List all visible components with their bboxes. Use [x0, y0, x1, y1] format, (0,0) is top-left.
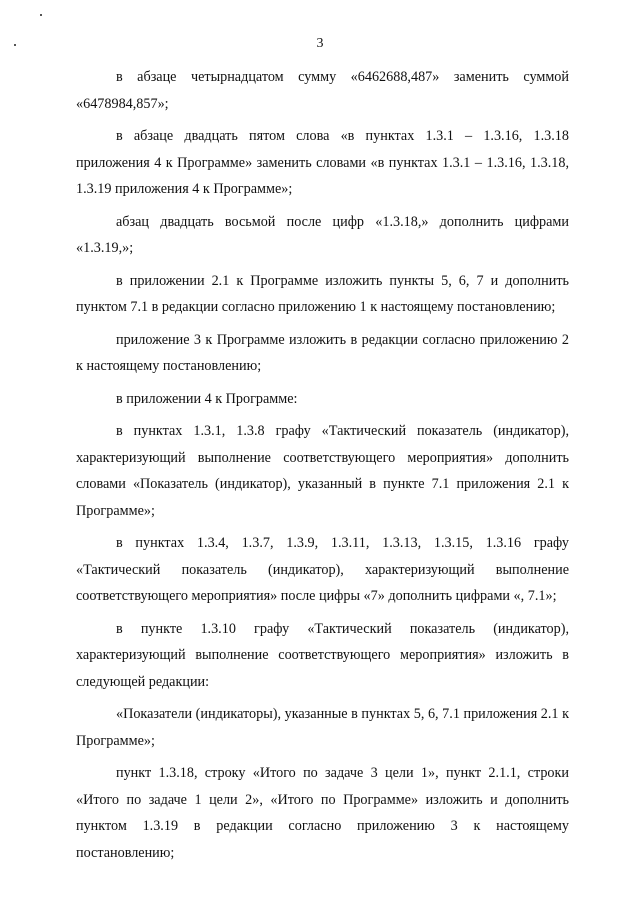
paragraph: приложение 3 к Программе изложить в редакции согласно приложению 2 к настоящему постановлению;: [76, 331, 569, 374]
paragraph: в приложении 4 к Программе:: [116, 390, 298, 407]
page-number: 3: [316, 36, 324, 51]
paragraph: в пункте 1.3.10 графу «Тактический показатель (индикатор), характеризующий выполнение соответствующего мероприятия» изложить в следующей редакции:: [76, 620, 569, 690]
paragraph: пункт 1.3.18, строку «Итого по задаче 3 цели 1», пункт 2.1.1, строки «Итого по задаче 1 цели 2», «Итого по Программе» изложить и дополнить пунктом 1.3.19 в редакции согласно приложению 3 к настоящему постановлению;: [76, 765, 569, 861]
paragraph: «Показатели (индикаторы), указанные в пунктах 5, 6, 7.1 приложения 2.1 к Программе»;: [76, 706, 569, 749]
scan-speck: [40, 14, 42, 16]
paragraph: в пунктах 1.3.4, 1.3.7, 1.3.9, 1.3.11, 1.3.13, 1.3.15, 1.3.16 графу «Тактический показатель (индикатор), характеризующий выполнение соответствующего мероприятия» после цифры «7» дополнить цифрами «, 7.1»;: [76, 535, 569, 604]
paragraph: в пунктах 1.3.1, 1.3.8 графу «Тактический показатель (индикатор), характеризующий выполнение соответствующего мероприятия» дополнить словами «Показатель (индикатор), указанный в пункте 7.1 приложения 2.1 к Программе»;: [76, 423, 569, 519]
paragraph: в абзаце двадцать пятом слова «в пунктах 1.3.1 – 1.3.16, 1.3.18 приложения 4 к Программе» заменить словами «в пунктах 1.3.1 – 1.3.16, 1.3.18, 1.3.19 приложения 4 к Программе»;: [76, 128, 569, 197]
paragraph: в абзаце четырнадцатом сумму «6462688,487» заменить суммой «6478984,857»;: [76, 69, 569, 112]
document-body: [76, 64, 569, 866]
paragraph: в приложении 2.1 к Программе изложить пункты 5, 6, 7 и дополнить пунктом 7.1 в редакции согласно приложению 1 к настоящему постановлению;: [76, 272, 569, 315]
paragraph: абзац двадцать восьмой после цифр «1.3.18,» дополнить цифрами «1.3.19,»;: [76, 213, 569, 256]
